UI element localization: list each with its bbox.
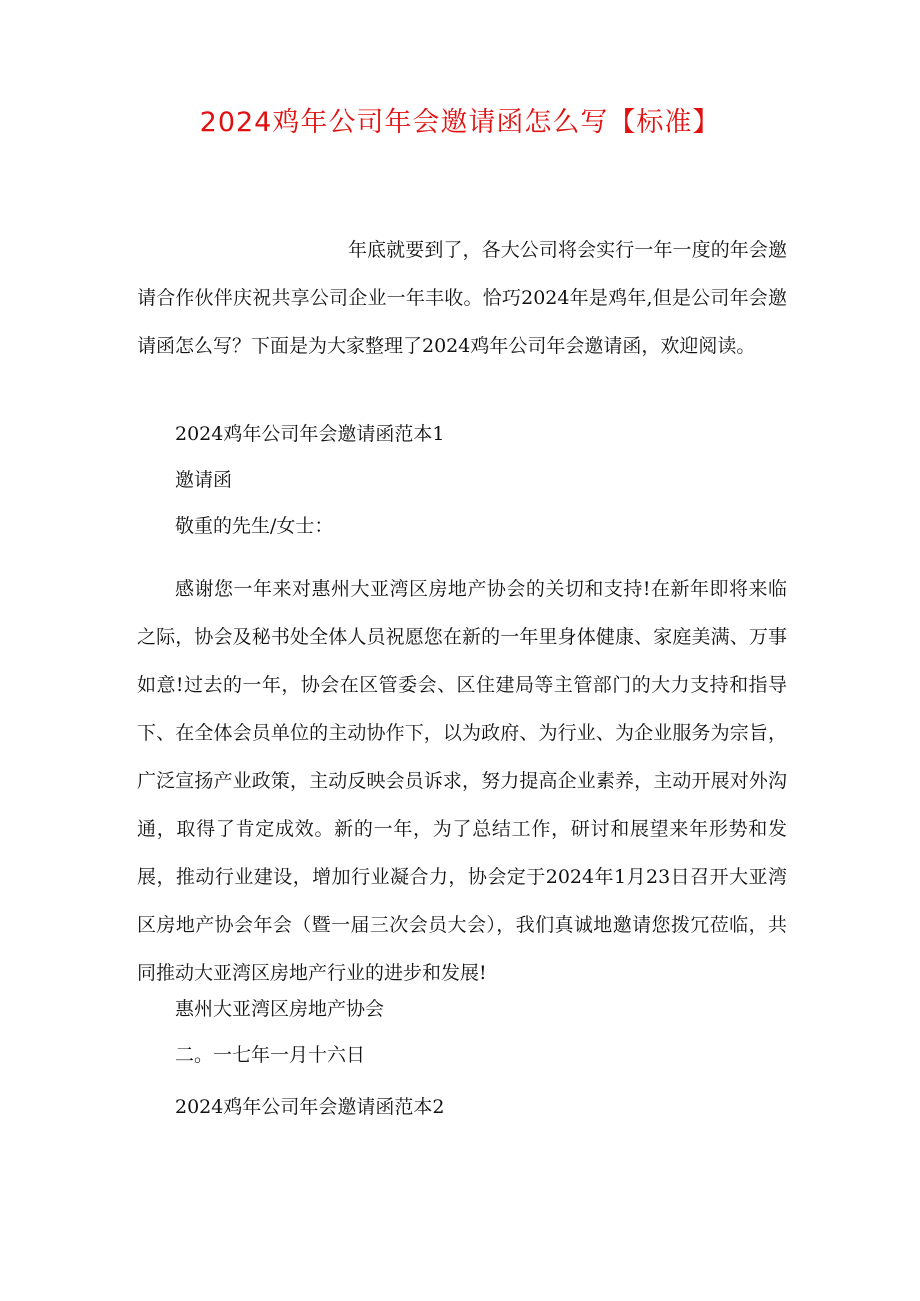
intro-paragraph: 年底就要到了，各大公司将会实行一年一度的年会邀请合作伙伴庆祝共享公司企业一年丰收。恰巧2024年是鸡年,但是公司年会邀请函怎么写？下面是为大家整理了2024鸡年公司年会邀请函，欢迎阅读。 [137, 239, 787, 357]
sample2-heading: 2024鸡年公司年会邀请函范本2 [175, 1096, 445, 1118]
invitation-label: 邀请函 [175, 469, 233, 491]
letter-body-paragraph: 感谢您一年来对惠州大亚湾区房地产协会的关切和支持!在新年即将来临之际，协会及秘书处全体人员祝愿您在新的一年里身体健康、家庭美满、万事如意!过去的一年，协会在区管委会、区住建局等主管部门的大力支持和指导下、在全体会员单位的主动协作下，以为政府、为行业、为企业服务为宗旨，广泛宣扬产业政策，主动反映会员诉求，努力提高企业素养，主动开展对外沟通，取得了肯定成效。新的一年，为了总结工作，研讨和展望来年形势和发展，推动行业建设，增加行业凝合力，协会定于2024年1月23日召开大亚湾区房地产协会年会（暨一届三次会员大会），我们真诚地邀请您拨冗莅临，共同推动大亚湾区房地产行业的进步和发展! [137, 578, 787, 984]
salutation: 敬重的先生/女士： [175, 515, 334, 537]
signature: 惠州大亚湾区房地产协会 [175, 998, 385, 1020]
letter-date: 二。一七年一月十六日 [175, 1044, 366, 1066]
document-title: 2024鸡年公司年会邀请函怎么写【标准】 [199, 107, 721, 138]
sample1-heading: 2024鸡年公司年会邀请函范本1 [175, 423, 445, 445]
